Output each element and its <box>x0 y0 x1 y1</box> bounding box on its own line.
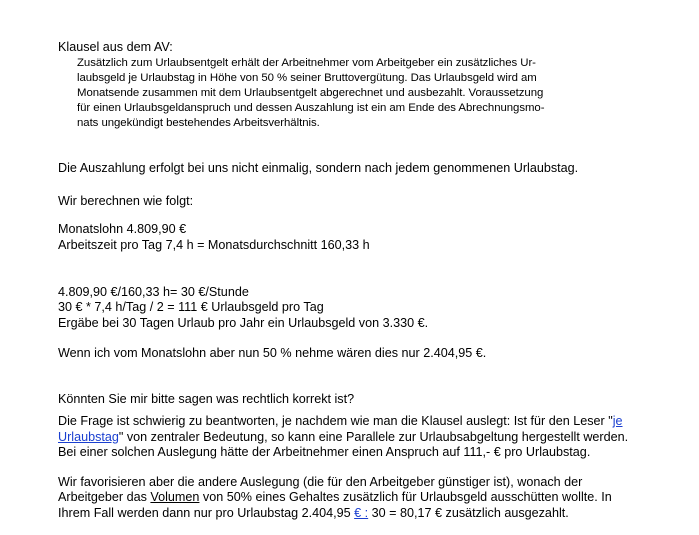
clause-quote-line: Zusätzlich zum Urlaubsentgelt erhält der Arbeitnehmer vom Arbeitgeber ein zusätzliches Ur- <box>77 57 536 69</box>
alternative-calc: Wenn ich vom Monatslohn aber nun 50 % nehme wären dies nur 2.404,95 €. <box>58 346 487 360</box>
clause-heading: Klausel aus dem AV: <box>58 40 173 54</box>
calc-line-daily: 30 € * 7,4 h/Tag / 2 = 111 € Urlaubsgeld pro Tag <box>58 300 324 314</box>
euro-link[interactable]: € : <box>354 506 369 520</box>
clause-quote-line: laubsgeld je Urlaubstag in Höhe von 50 % seiner Bruttovergütung. Das Urlaubsgeld wird am <box>77 72 537 84</box>
answer-2-text: von 50% eines Gehaltes zusätzlich für Urlaubsgeld ausschütten wollte. In <box>199 490 612 504</box>
urlaubstag-link[interactable]: Urlaubstag <box>58 430 119 444</box>
calc-line-yearly: Ergäbe bei 30 Tagen Urlaub pro Jahr ein Urlaubsgeld von 3.330 €. <box>58 316 429 330</box>
question: Könnten Sie mir bitte sagen was rechtlich korrekt ist? <box>58 392 355 406</box>
answer-2-line <box>58 490 612 505</box>
answer-1-line <box>58 430 628 445</box>
answer-1-text: " von zentraler Bedeutung, so kann eine Parallele zur Urlaubsabgeltung hergestellt werden. <box>118 430 629 444</box>
volumen-underlined: Volumen <box>150 490 200 504</box>
clause-quote-line: nats ungekündigt bestehendes Arbeitsverhältnis. <box>77 117 320 129</box>
clause-quote-line: Monatsende zusammen mit dem Urlaubsentgelt abgerechnet und ausbezahlt. Voraussetzung <box>77 87 544 99</box>
je-link[interactable]: je <box>612 414 623 428</box>
monthly-wage: Monatslohn 4.809,90 € <box>58 222 187 236</box>
answer-2-text: Arbeitgeber das <box>58 490 151 504</box>
calc-line-hourly: 4.809,90 €/160,33 h= 30 €/Stunde <box>58 285 249 299</box>
answer-1-text: Die Frage ist schwierig zu beantworten, je nachdem wie man die Klausel auslegt: Ist für den Leser " <box>58 414 613 428</box>
working-time: Arbeitszeit pro Tag 7,4 h = Monatsdurchschnitt 160,33 h <box>58 238 370 252</box>
answer-2-line <box>58 506 569 521</box>
answer-2-text: 30 = 80,17 € zusätzlich ausgezahlt. <box>368 506 569 520</box>
answer-2-text: Ihrem Fall werden dann nur pro Urlaubstag 2.404,95 <box>58 506 355 520</box>
answer-1-line: Bei einer solchen Auslegung hätte der Arbeitnehmer einen Anspruch auf 111,- € pro Urlaubstag. <box>58 445 591 459</box>
answer-2-line: Wir favorisieren aber die andere Auslegung (die für den Arbeitgeber günstiger ist), wonach der <box>58 475 583 489</box>
payout-note: Die Auszahlung erfolgt bei uns nicht einmalig, sondern nach jedem genommenen Urlaubstag. <box>58 161 579 175</box>
calc-intro: Wir berechnen wie folgt: <box>58 194 194 208</box>
answer-1-line <box>58 414 623 429</box>
clause-quote-line: für einen Urlaubsgeldanspruch und dessen Auszahlung ist ein am Ende des Abrechnungsmo- <box>77 102 545 114</box>
